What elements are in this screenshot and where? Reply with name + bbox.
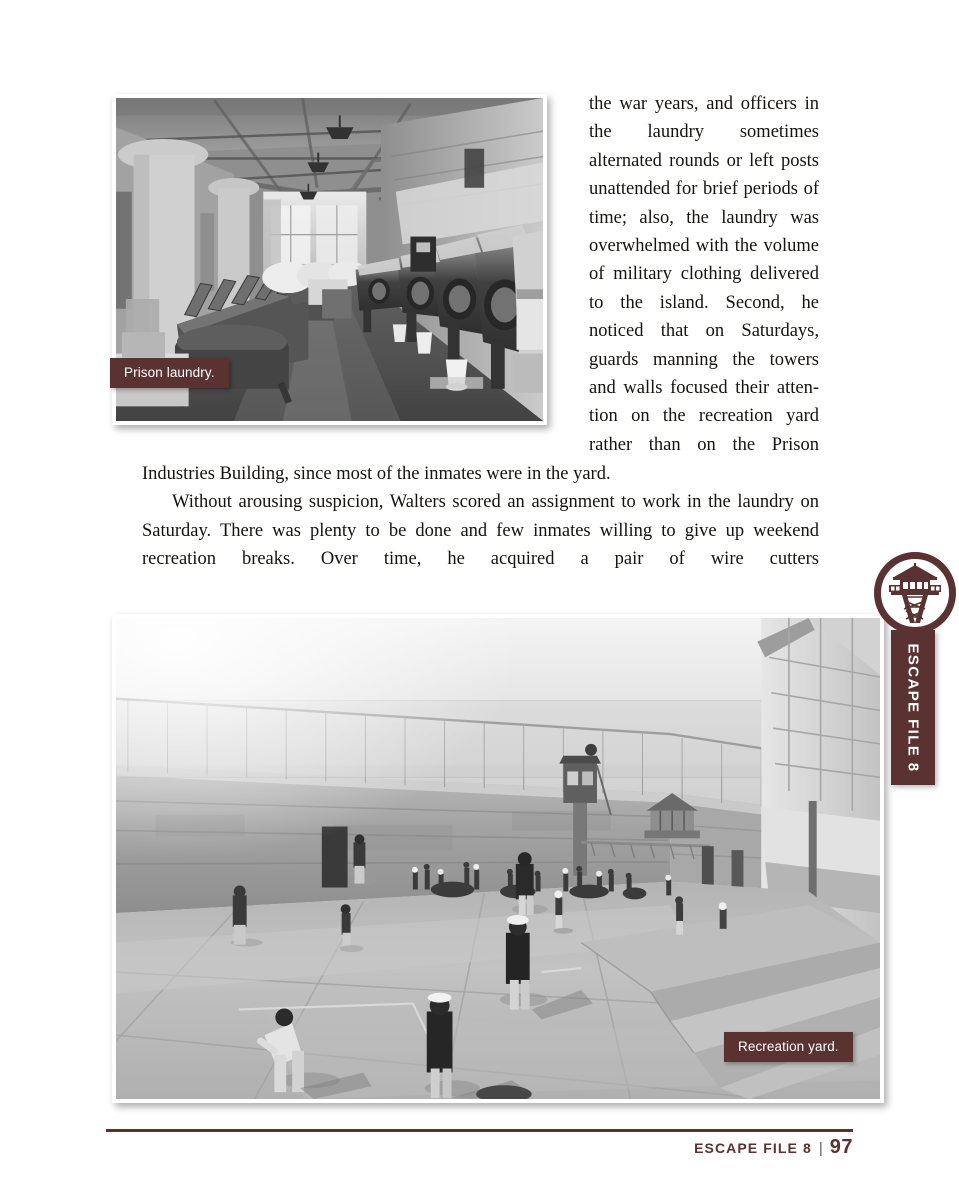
footer-rule — [106, 1129, 853, 1132]
page-number: 97 — [829, 1136, 853, 1158]
side-tab-label: ESCAPE FILE 8 — [904, 642, 922, 773]
recreation-yard-photo — [112, 614, 884, 1103]
recreation-yard-caption: Recreation yard. — [724, 1032, 853, 1062]
recreation-yard-image — [116, 618, 880, 1099]
guard-tower-glyph — [887, 563, 943, 623]
guard-tower-icon — [874, 552, 956, 634]
prison-laundry-caption: Prison laundry. — [110, 358, 229, 388]
yard-illustration — [116, 618, 880, 1099]
paragraph-1: Industries Building, since most of the inmates were in the yard. — [142, 464, 611, 484]
side-tab[interactable] — [891, 630, 935, 785]
body-text-block — [142, 460, 819, 574]
footer-label: ESCAPE FILE 8 — [694, 1140, 812, 1156]
footer — [694, 1136, 853, 1159]
wrapped-text-column: the war years, and officers in the laundry sometimes alternated rounds or left posts unattended for brief periods of time; also, the laundry was overwhelmed with the volume of military clothing delivered to the island. Second, he noticed that on Saturdays, guards manning the towers and walls focused their atten-tion on the recreation yard rather than on the Prison — [589, 94, 819, 455]
footer-separator: | — [818, 1140, 823, 1157]
paragraph-2: Without arousing suspicion, Walters scored an assignment to work in the laundry on Saturday. There was plenty to be done and few inmates willing to give up weekend recreation breaks. Over time, he acquired a pair of wire cutters — [142, 492, 819, 570]
